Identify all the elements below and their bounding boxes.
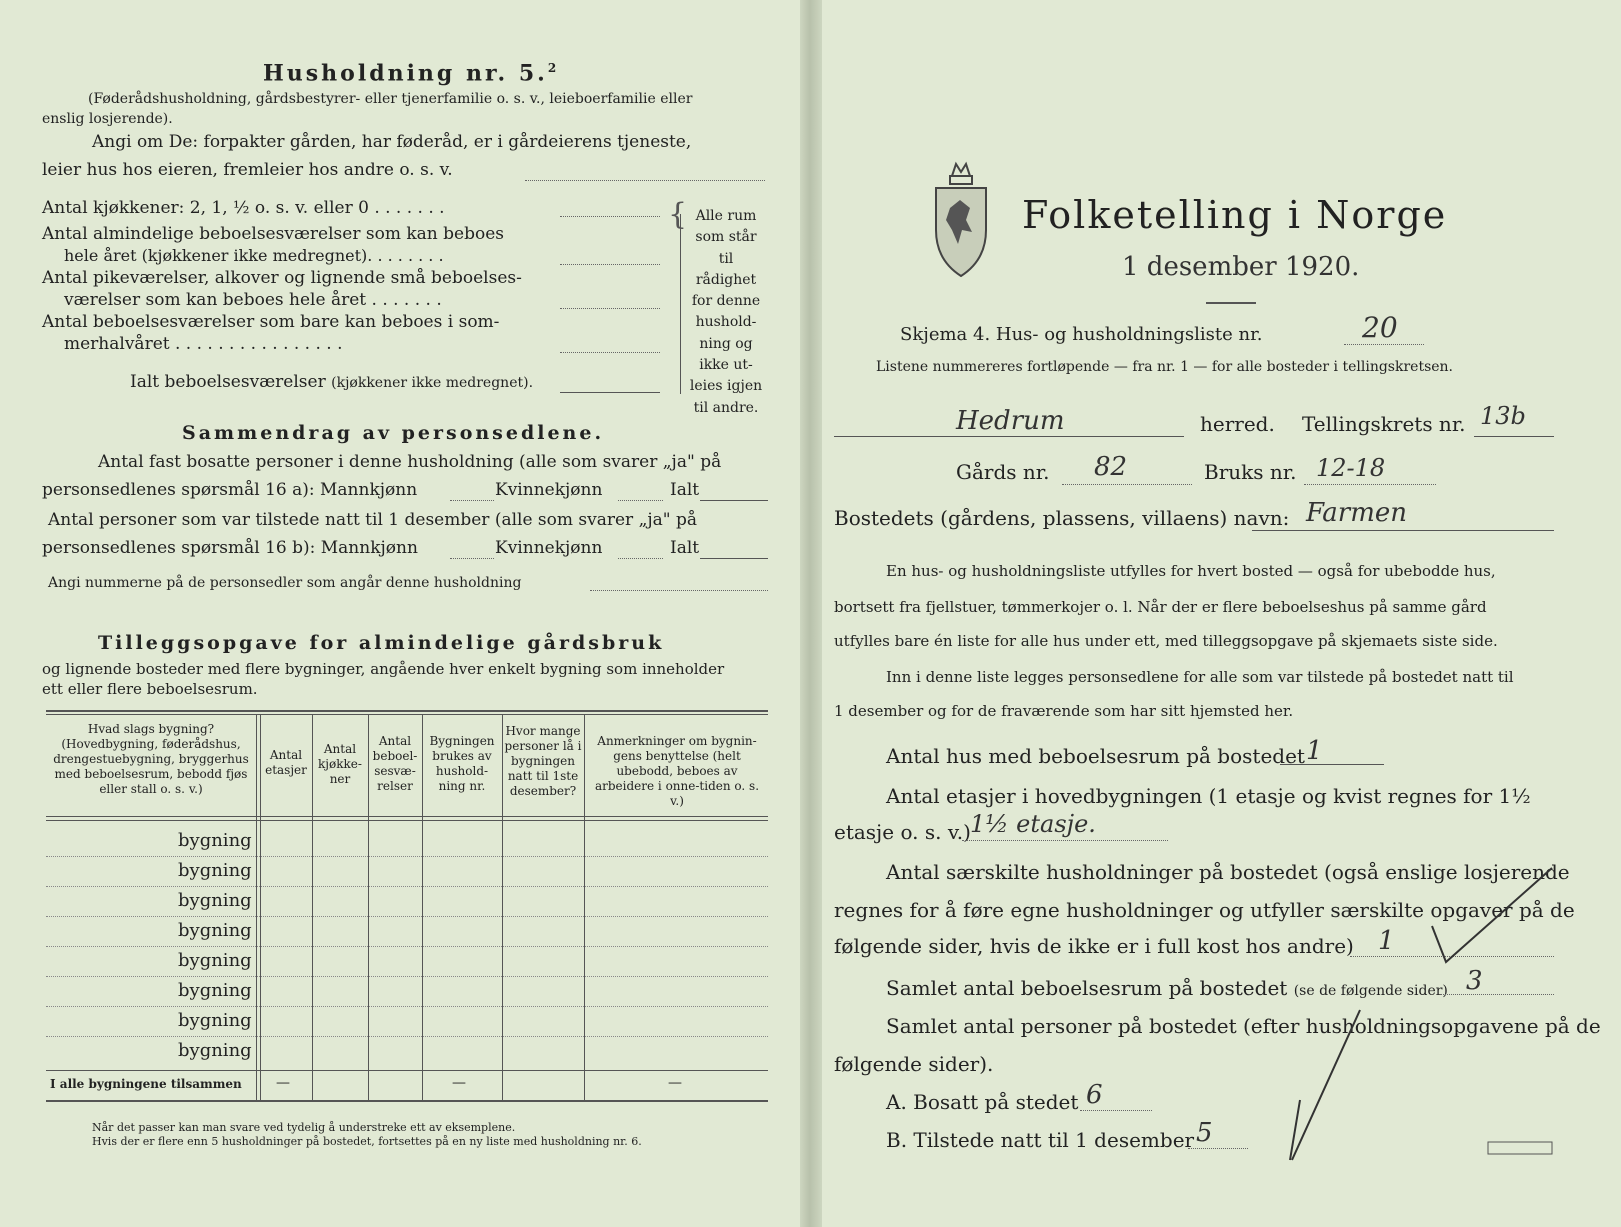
instruction-1: En hus- og husholdningsliste utfylles for hvert bosted — også for ubebodde hus, <box>886 562 1496 580</box>
rooms-small-1: Antal pikeværelser, alkover og lignende små beboelses- <box>42 268 522 288</box>
census-date: 1 desember 1920. <box>1122 252 1360 282</box>
table-header-kitchens: Antal kjøkke-ner <box>318 742 362 786</box>
page-title: Folketelling i Norge <box>1022 193 1448 237</box>
sammendrag-b-1: Antal personer som var tilstede natt til 1 desember (alle som svarer „ja" på <box>48 510 698 530</box>
table-total-label: I alle bygningene tilsammen <box>50 1077 242 1091</box>
bosatt-value: 6 <box>1086 1080 1103 1110</box>
table-row: bygning <box>46 916 768 947</box>
angi-line-2: leier hus hos eieren, fremleier hos andre o. s. v. <box>42 160 453 180</box>
tillegg-intro-2: ett eller flere beboelsesrum. <box>42 680 258 698</box>
skjema-number: 20 <box>1362 311 1398 344</box>
table-header-persons: Hvor mange personer lå i bygningen natt til 1ste desember? <box>504 724 582 798</box>
sammendrag-nummerne: Angi nummerne på de personsedler som angår denne husholdning <box>48 575 522 591</box>
q-rum-value: 3 <box>1466 966 1483 996</box>
tellingskrets-value: 13b <box>1480 402 1526 430</box>
table-header-household: Bygningen brukes av hushold-ning nr. <box>429 734 495 793</box>
total-dash-floors: — <box>276 1075 290 1091</box>
gards-value: 82 <box>1094 452 1128 482</box>
tillegg-intro-1: og lignende bosteder med flere bygninger, angående hver enkelt bygning som inneholder <box>42 660 725 678</box>
bosatt-label: A. Bosatt på stedet <box>886 1090 1079 1114</box>
tilstede-label: B. Tilstede natt til 1 desember <box>886 1128 1195 1152</box>
sammendrag-b-kvinne: Kvinnekjønn <box>495 538 603 558</box>
skjema-label: Skjema 4. Hus- og husholdningsliste nr. <box>900 324 1263 345</box>
q-hus-value: 1 <box>1306 736 1323 766</box>
table-header-type: Hvad slags bygning? (Hovedbygning, føderådshus, drengestuebygning, bryggerhus med beboelsesrum, bebodd fjøs eller stall o. s. v.) <box>53 722 249 796</box>
table-row: bygning <box>46 976 768 1007</box>
bosted-value: Farmen <box>1306 498 1407 528</box>
tilstede-value: 5 <box>1196 1118 1213 1148</box>
table-row: bygning <box>46 826 768 857</box>
sammendrag-b-2: personsedlenes spørsmål 16 b): Mannkjønn <box>42 538 418 558</box>
household-intro-1: (Føderådshusholdning, gårdsbestyrer- eller tjenerfamilie o. s. v., leieboerfamilie eller <box>88 91 693 107</box>
bosted-label: Bostedets (gårdens, plassens, villaens) navn: <box>834 506 1290 530</box>
sammendrag-a-1: Antal fast bosatte personer i denne husholdning (alle som svarer „ja" på <box>98 452 722 472</box>
sammendrag-b-ialt: Ialt <box>670 538 700 558</box>
table-row: bygning <box>46 1006 768 1037</box>
sammendrag-title: Sammendrag av personsedlene. <box>182 422 605 444</box>
table-header-remarks: Anmerkninger om bygnin-gens benyttelse (helt ubebodd, beboes av arbeidere i onne-tiden o. s. v.) <box>594 734 760 808</box>
q-hus-label: Antal hus med beboelsesrum på bostedet <box>886 744 1305 768</box>
brace: { <box>668 197 688 232</box>
bruks-label: Bruks nr. <box>1204 460 1297 484</box>
table-header-rooms: Antal beboel-sesvæ-relser <box>372 734 418 793</box>
total-dash-household: — <box>452 1075 466 1091</box>
angi-line-1: Angi om De: forpakter gården, har føderåd, er i gårdeierens tjeneste, <box>92 132 692 152</box>
sammendrag-a-2: personsedlenes spørsmål 16 a): Mannkjønn <box>42 480 418 500</box>
rooms-summer-2: merhalvåret . . . . . . . . . . . . . . . . <box>64 334 343 354</box>
q-pers-1: Samlet antal personer på bostedet (efter husholdningsopgavene på de <box>886 1014 1601 1038</box>
herred-label: herred. <box>1200 412 1275 436</box>
instruction-5: 1 desember og for de fraværende som har sitt hjemsted her. <box>834 702 1294 720</box>
rooms-summer-1: Antal beboelsesværelser som bare kan beboes i som- <box>42 312 500 332</box>
q-rum-label: Samlet antal beboelsesrum på bostedet (se de følgende sider) <box>886 976 1448 1000</box>
table-header-floors: Antal etasjer <box>265 748 307 777</box>
footnote-2: Hvis der er flere enn 5 husholdninger på bostedet, fortsettes på en ny liste med husholdning nr. 6. <box>92 1135 642 1148</box>
rooms-total: Ialt beboelsesværelser (kjøkkener ikke medregnet). <box>130 372 534 392</box>
rooms-small-2: værelser som kan beboes hele året . . . . . . . <box>64 290 442 310</box>
tillegg-title: Tilleggsopgave for almindelige gårdsbruk <box>98 632 665 654</box>
table-row: bygning <box>46 856 768 887</box>
bruks-value: 12-18 <box>1316 454 1386 482</box>
brace-note: Alle rum som står til rådighet for denne hushold- ning og ikke ut- leies igjen til andre. <box>689 208 763 416</box>
gards-label: Gårds nr. <box>956 460 1050 484</box>
q-hush-1: Antal særskilte husholdninger på bostedet (også enslige losjerende <box>886 860 1570 884</box>
q-etasjer-value: 1½ etasje. <box>970 810 1096 838</box>
q-hush-3: følgende sider, hvis de ikke er i full kost hos andre) <box>834 934 1354 958</box>
footnote-1: Når det passer kan man svare ved tydelig å understreke ett av eksemplene. <box>92 1121 516 1134</box>
instruction-3: utfylles bare én liste for alle hus under ett, med tilleggsopgave på skjemaets siste side. <box>834 632 1498 650</box>
table-row: bygning <box>178 1040 252 1061</box>
household-intro-2: enslig losjerende). <box>42 111 173 127</box>
household-title: Husholdning nr. 5.$^2$ <box>263 60 560 87</box>
sammendrag-a-ialt: Ialt <box>670 480 700 500</box>
q-etasjer-1: Antal etasjer i hovedbygningen (1 etasje og kvist regnes for 1½ <box>886 784 1531 808</box>
herred-value: Hedrum <box>956 406 1065 436</box>
instruction-2: bortsett fra fjellstuer, tømmerkojer o. l. Når der er flere beboelseshus på samme gård <box>834 598 1487 616</box>
q-hush-value: 1 <box>1378 926 1395 956</box>
sammendrag-a-kvinne: Kvinnekjønn <box>495 480 603 500</box>
rooms-kitchens: Antal kjøkkener: 2, 1, ½ o. s. v. eller 0 . . . . . . . <box>42 198 445 218</box>
tellingskrets-label: Tellingskrets nr. <box>1302 412 1466 436</box>
q-etasjer-2: etasje o. s. v.) <box>834 820 971 844</box>
q-pers-2: følgende sider). <box>834 1052 994 1076</box>
total-dash-remarks: — <box>668 1075 682 1091</box>
listene-note: Listene nummereres fortløpende — fra nr. 1 — for alle bosteder i tellingskretsen. <box>876 359 1454 375</box>
q-hush-2: regnes for å føre egne husholdninger og utfyller særskilte opgaver på de <box>834 898 1575 922</box>
table-row: bygning <box>46 946 768 977</box>
rooms-ordinary-2: hele året (kjøkkener ikke medregnet). . . . . . . . <box>64 246 444 265</box>
instruction-4: Inn i denne liste legges personsedlene for alle som var tilstede på bostedet natt til <box>886 668 1514 686</box>
table-row: bygning <box>46 886 768 917</box>
rooms-ordinary-1: Antal almindelige beboelsesværelser som kan beboes <box>42 224 504 244</box>
